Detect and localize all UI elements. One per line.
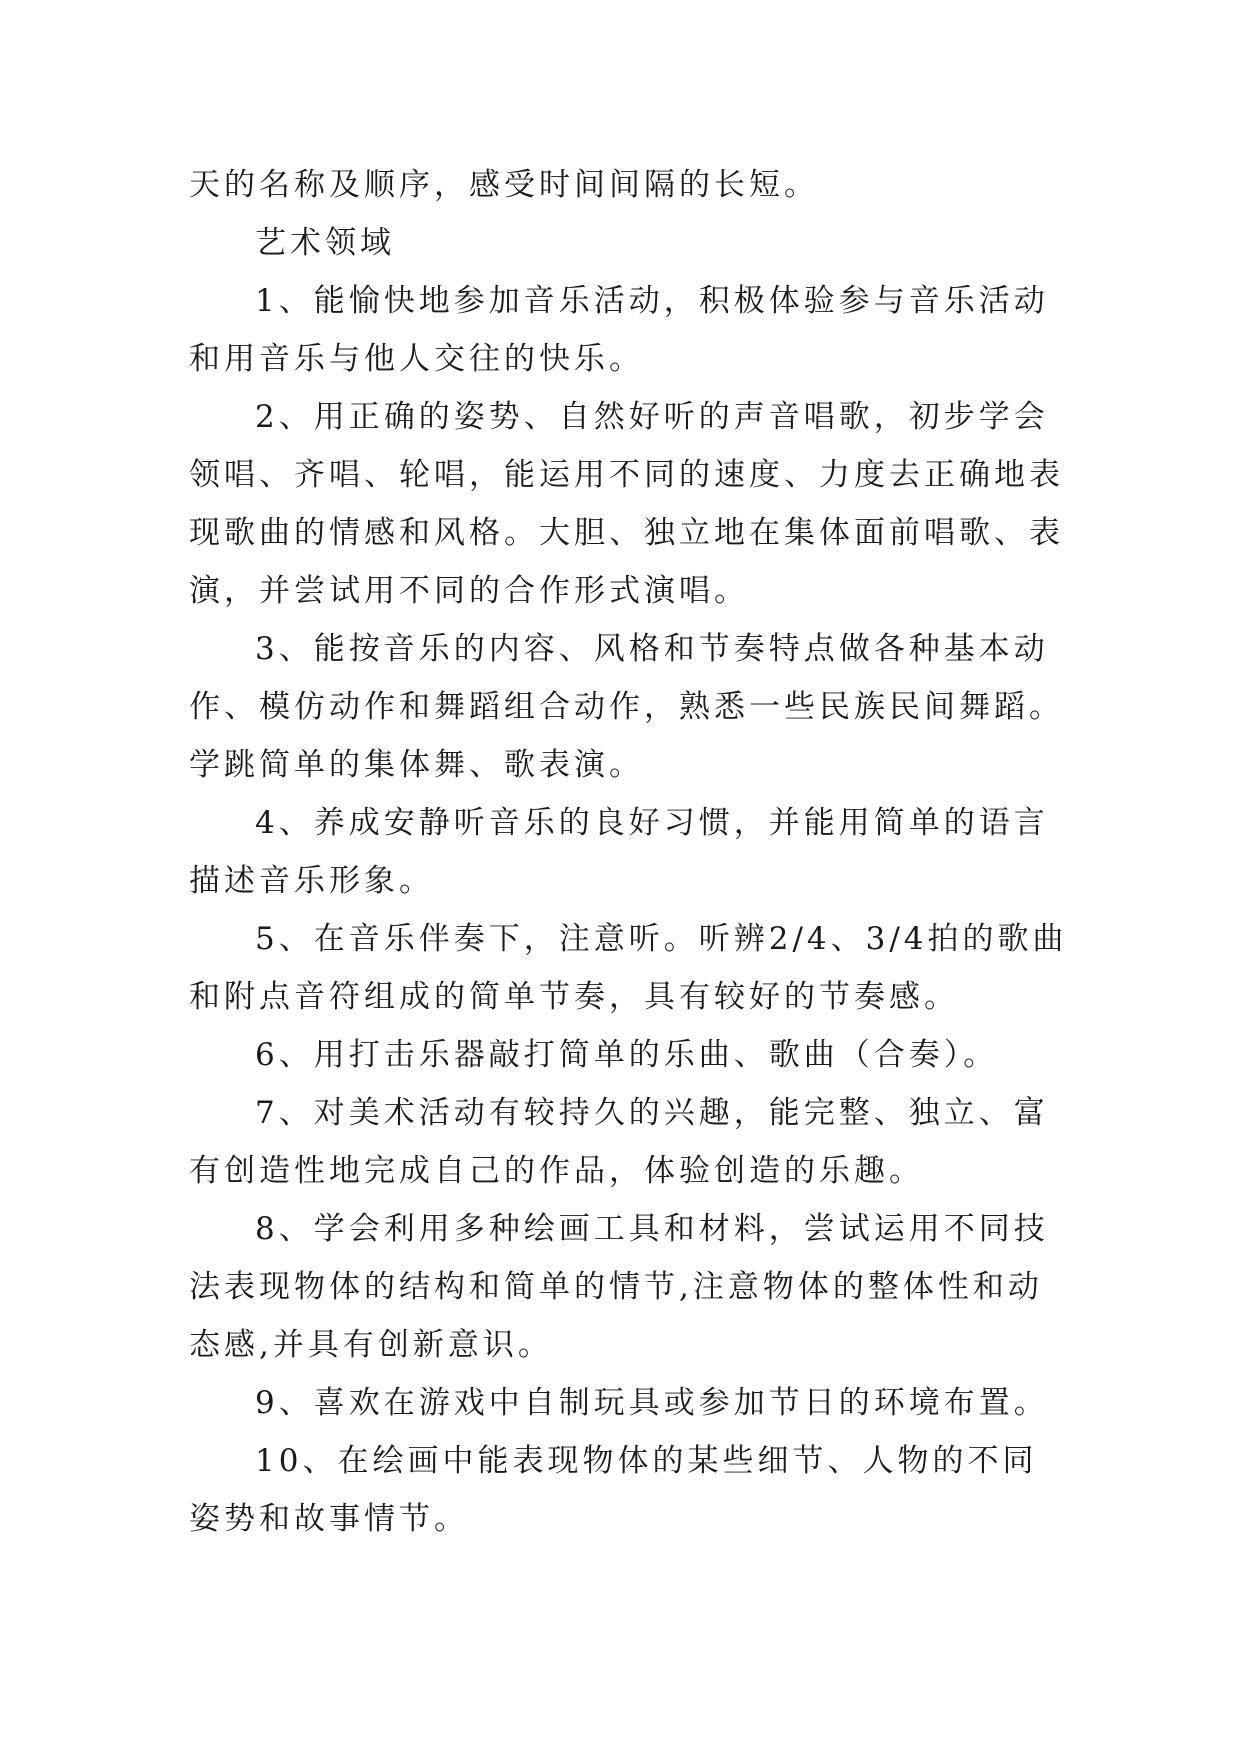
paragraph-item-7: 7、对美术活动有较持久的兴趣，能完整、独立、富有创造性地完成自己的作品，体验创造的乐趣。 (189, 1095, 1049, 1189)
paragraph-item-3: 3、能按音乐的内容、风格和节奏特点做各种基本动作、模仿动作和舞蹈组合动作，熟悉一些民族民间舞蹈。学跳简单的集体舞、歌表演。 (189, 631, 1064, 783)
paragraph-item-8: 8、学会利用多种绘画工具和材料，尝试运用不同技法表现物体的结构和简单的情节,注意物体的整体性和动态感,并具有创新意识。 (189, 1211, 1049, 1363)
paragraph-item-5: 5、在音乐伴奏下，注意听。听辨2/4、3/4拍的歌曲和附点音符组成的简单节奏，具有较好的节奏感。 (189, 921, 1068, 1015)
paragraph-item-4: 4、养成安静听音乐的良好习惯，并能用简单的语言描述音乐形象。 (189, 805, 1049, 899)
document-body (189, 156, 1069, 1548)
section-heading-art: 艺术领域 (255, 225, 395, 261)
paragraph-item-2: 2、用正确的姿势、自然好听的声音唱歌，初步学会领唱、齐唱、轮唱，能运用不同的速度、力度去正确地表现歌曲的情感和风格。大胆、独立地在集体面前唱歌、表演，并尝试用不同的合作形式演唱。 (189, 399, 1064, 609)
paragraph-item-9: 9、喜欢在游戏中自制玩具或参加节日的环境布置。 (255, 1385, 1049, 1421)
paragraph-item-6: 6、用打击乐器敲打简单的乐曲、歌曲（合奏）。 (255, 1037, 999, 1073)
paragraph-item-10: 10、在绘画中能表现物体的某些细节、人物的不同姿势和故事情节。 (189, 1443, 1038, 1537)
paragraph-continuation: 天的名称及顺序，感受时间间隔的长短。 (189, 167, 819, 203)
paragraph-item-1: 1、能愉快地参加音乐活动，积极体验参与音乐活动和用音乐与他人交往的快乐。 (189, 283, 1049, 377)
